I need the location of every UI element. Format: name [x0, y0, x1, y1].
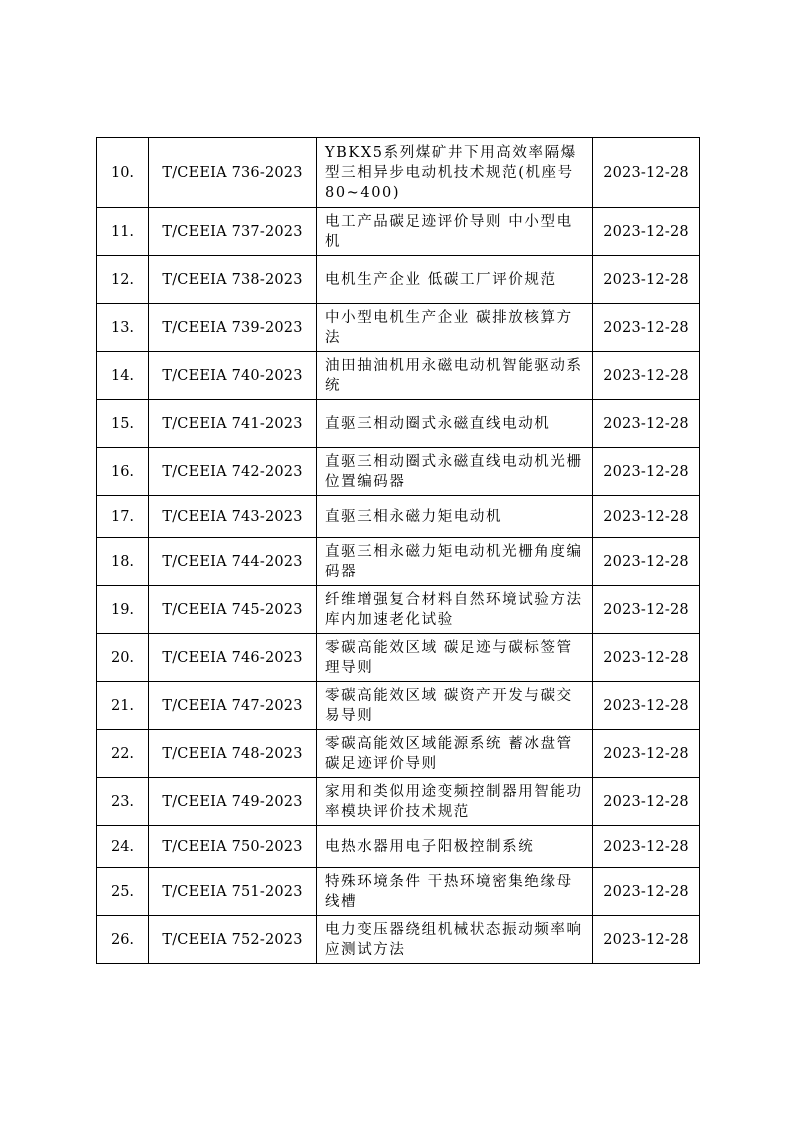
row-number: 23.: [97, 778, 149, 826]
standard-name: 电热水器用电子阳极控制系统: [317, 826, 593, 868]
release-date: 2023-12-28: [593, 352, 700, 400]
table-row: [97, 730, 700, 778]
standard-name: 直驱三相动圈式永磁直线电动机光栅位置编码器: [317, 448, 593, 496]
table-row: [97, 682, 700, 730]
release-date: 2023-12-28: [593, 256, 700, 304]
standard-code: T/CEEIA 749-2023: [149, 778, 317, 826]
standard-name: 电机生产企业 低碳工厂评价规范: [317, 256, 593, 304]
release-date: 2023-12-28: [593, 208, 700, 256]
standard-code: T/CEEIA 752-2023: [149, 916, 317, 964]
release-date: 2023-12-28: [593, 682, 700, 730]
release-date: 2023-12-28: [593, 730, 700, 778]
standard-code: T/CEEIA 741-2023: [149, 400, 317, 448]
table-row: [97, 634, 700, 682]
standard-name: 中小型电机生产企业 碳排放核算方法: [317, 304, 593, 352]
row-number: 24.: [97, 826, 149, 868]
release-date: 2023-12-28: [593, 304, 700, 352]
row-number: 17.: [97, 496, 149, 538]
standard-name: 电力变压器绕组机械状态振动频率响应测试方法: [317, 916, 593, 964]
table-row: [97, 586, 700, 634]
release-date: 2023-12-28: [593, 826, 700, 868]
row-number: 13.: [97, 304, 149, 352]
row-number: 25.: [97, 868, 149, 916]
table-row: [97, 868, 700, 916]
release-date: 2023-12-28: [593, 586, 700, 634]
row-number: 16.: [97, 448, 149, 496]
table-row: [97, 448, 700, 496]
table-row: [97, 778, 700, 826]
release-date: 2023-12-28: [593, 138, 700, 208]
release-date: 2023-12-28: [593, 538, 700, 586]
row-number: 21.: [97, 682, 149, 730]
release-date: 2023-12-28: [593, 916, 700, 964]
row-number: 10.: [97, 138, 149, 208]
standards-page: [96, 137, 699, 964]
row-number: 12.: [97, 256, 149, 304]
standard-name: 纤维增强复合材料自然环境试验方法 库内加速老化试验: [317, 586, 593, 634]
standard-code: T/CEEIA 748-2023: [149, 730, 317, 778]
release-date: 2023-12-28: [593, 634, 700, 682]
standard-code: T/CEEIA 744-2023: [149, 538, 317, 586]
row-number: 15.: [97, 400, 149, 448]
table-row: [97, 916, 700, 964]
standard-code: T/CEEIA 747-2023: [149, 682, 317, 730]
standard-code: T/CEEIA 742-2023: [149, 448, 317, 496]
standard-name: 直驱三相永磁力矩电动机: [317, 496, 593, 538]
standard-code: T/CEEIA 750-2023: [149, 826, 317, 868]
row-number: 18.: [97, 538, 149, 586]
standard-name: 油田抽油机用永磁电动机智能驱动系统: [317, 352, 593, 400]
release-date: 2023-12-28: [593, 400, 700, 448]
table-row: [97, 496, 700, 538]
row-number: 11.: [97, 208, 149, 256]
standard-code: T/CEEIA 746-2023: [149, 634, 317, 682]
table-row: [97, 826, 700, 868]
standard-name: 特殊环境条件 干热环境密集绝缘母线槽: [317, 868, 593, 916]
row-number: 26.: [97, 916, 149, 964]
table-row: [97, 256, 700, 304]
table-row: [97, 138, 700, 208]
table-row: [97, 538, 700, 586]
row-number: 14.: [97, 352, 149, 400]
table-row: [97, 304, 700, 352]
release-date: 2023-12-28: [593, 778, 700, 826]
standard-name: 零碳高能效区域 碳足迹与碳标签管理导则: [317, 634, 593, 682]
release-date: 2023-12-28: [593, 448, 700, 496]
standard-name: 电工产品碳足迹评价导则 中小型电机: [317, 208, 593, 256]
standard-code: T/CEEIA 740-2023: [149, 352, 317, 400]
standard-code: T/CEEIA 738-2023: [149, 256, 317, 304]
row-number: 22.: [97, 730, 149, 778]
standard-name: 直驱三相永磁力矩电动机光栅角度编码器: [317, 538, 593, 586]
standards-table: [96, 137, 700, 964]
table-row: [97, 400, 700, 448]
standard-code: T/CEEIA 739-2023: [149, 304, 317, 352]
standard-code: T/CEEIA 745-2023: [149, 586, 317, 634]
standard-code: T/CEEIA 743-2023: [149, 496, 317, 538]
standard-code: T/CEEIA 737-2023: [149, 208, 317, 256]
standard-name: 直驱三相动圈式永磁直线电动机: [317, 400, 593, 448]
standard-name: 家用和类似用途变频控制器用智能功率模块评价技术规范: [317, 778, 593, 826]
row-number: 19.: [97, 586, 149, 634]
standard-code: T/CEEIA 736-2023: [149, 138, 317, 208]
release-date: 2023-12-28: [593, 496, 700, 538]
standard-code: T/CEEIA 751-2023: [149, 868, 317, 916]
table-row: [97, 352, 700, 400]
standard-name: 零碳高能效区域能源系统 蓄冰盘管碳足迹评价导则: [317, 730, 593, 778]
row-number: 20.: [97, 634, 149, 682]
release-date: 2023-12-28: [593, 868, 700, 916]
standard-name: 零碳高能效区域 碳资产开发与碳交易导则: [317, 682, 593, 730]
standard-name: YBKX5系列煤矿井下用高效率隔爆型三相异步电动机技术规范(机座号 80~400): [317, 138, 593, 208]
table-row: [97, 208, 700, 256]
